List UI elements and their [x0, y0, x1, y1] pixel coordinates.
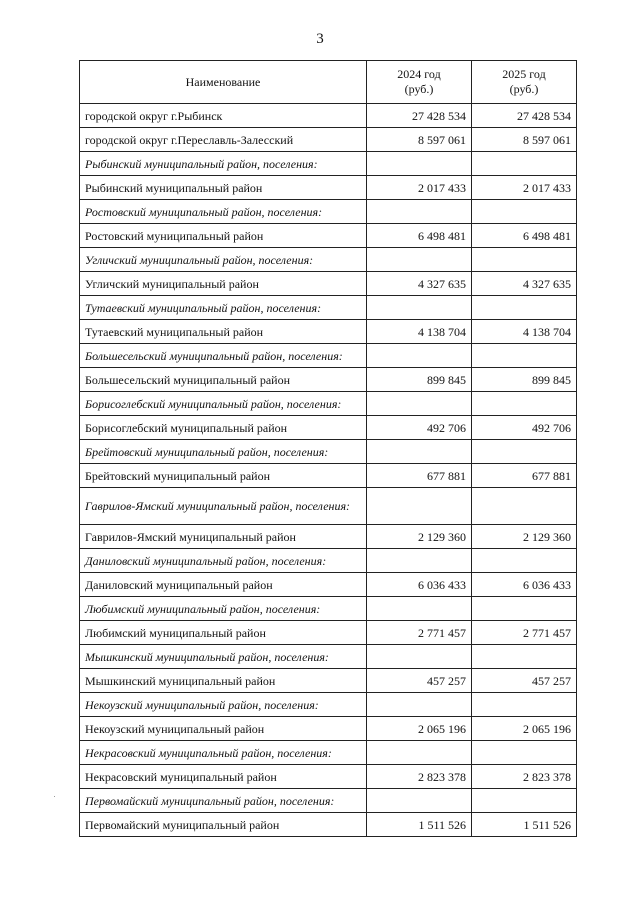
table-row — [80, 224, 577, 248]
table-row — [80, 813, 577, 837]
row-name: Большесельский муниципальный район, поселения: — [80, 344, 367, 368]
row-value-2024: 6 036 433 — [367, 573, 472, 597]
row-value-2024: 8 597 061 — [367, 128, 472, 152]
header-2025-unit: (руб.) — [509, 82, 539, 96]
table-row-group-header — [80, 789, 577, 813]
row-name: Брейтовский муниципальный район, поселения: — [80, 440, 367, 464]
row-value-2024: 2 065 196 — [367, 717, 472, 741]
header-row — [80, 61, 577, 104]
row-name: Даниловский муниципальный район — [80, 573, 367, 597]
row-value-2024: 1 511 526 — [367, 813, 472, 837]
row-value-2024 — [367, 488, 472, 525]
row-value-2025 — [472, 741, 577, 765]
row-value-2024 — [367, 248, 472, 272]
table-row — [80, 176, 577, 200]
table-row-group-header — [80, 440, 577, 464]
table-row-group-header — [80, 741, 577, 765]
table-row — [80, 669, 577, 693]
row-value-2024 — [367, 344, 472, 368]
row-value-2025: 8 597 061 — [472, 128, 577, 152]
row-value-2024 — [367, 789, 472, 813]
table-header — [80, 61, 577, 104]
row-value-2024: 677 881 — [367, 464, 472, 488]
row-value-2025 — [472, 344, 577, 368]
row-value-2025: 2 771 457 — [472, 621, 577, 645]
row-name: Ростовский муниципальный район, поселения: — [80, 200, 367, 224]
row-value-2025: 457 257 — [472, 669, 577, 693]
row-value-2024 — [367, 440, 472, 464]
table-row-group-header — [80, 248, 577, 272]
row-name: Первомайский муниципальный район — [80, 813, 367, 837]
row-name: Мышкинский муниципальный район, поселения: — [80, 645, 367, 669]
table-row — [80, 320, 577, 344]
table-row — [80, 464, 577, 488]
row-value-2024: 2 129 360 — [367, 525, 472, 549]
table-row-group-header — [80, 296, 577, 320]
row-name: Угличский муниципальный район — [80, 272, 367, 296]
row-name: Даниловский муниципальный район, поселения: — [80, 549, 367, 573]
row-value-2024: 2 771 457 — [367, 621, 472, 645]
row-value-2025 — [472, 645, 577, 669]
header-2024 — [367, 61, 472, 104]
row-value-2025: 4 327 635 — [472, 272, 577, 296]
row-value-2025: 6 498 481 — [472, 224, 577, 248]
table-row-group-header — [80, 392, 577, 416]
row-name: Борисоглебский муниципальный район — [80, 416, 367, 440]
row-value-2024 — [367, 549, 472, 573]
row-value-2025 — [472, 296, 577, 320]
row-value-2025 — [472, 549, 577, 573]
table-row — [80, 765, 577, 789]
row-value-2024: 492 706 — [367, 416, 472, 440]
row-name: Тутаевский муниципальный район — [80, 320, 367, 344]
row-name: Рыбинский муниципальный район — [80, 176, 367, 200]
row-value-2024 — [367, 693, 472, 717]
row-value-2025: 677 881 — [472, 464, 577, 488]
row-value-2025: 1 511 526 — [472, 813, 577, 837]
row-name: Рыбинский муниципальный район, поселения: — [80, 152, 367, 176]
row-value-2025 — [472, 789, 577, 813]
row-name: Тутаевский муниципальный район, поселения: — [80, 296, 367, 320]
row-name: Борисоглебский муниципальный район, поселения: — [80, 392, 367, 416]
row-name: городской округ г.Переславль-Залесский — [80, 128, 367, 152]
table-row-group-header — [80, 597, 577, 621]
row-value-2024 — [367, 392, 472, 416]
header-2025 — [472, 61, 577, 104]
row-name: Угличский муниципальный район, поселения: — [80, 248, 367, 272]
row-value-2025: 4 138 704 — [472, 320, 577, 344]
row-value-2025: 6 036 433 — [472, 573, 577, 597]
row-value-2025 — [472, 152, 577, 176]
page-number: 3 — [316, 31, 324, 47]
row-name: Брейтовский муниципальный район — [80, 464, 367, 488]
row-name: городской округ г.Рыбинск — [80, 104, 367, 128]
row-value-2024 — [367, 152, 472, 176]
header-name: Наименование — [80, 61, 367, 104]
row-value-2025: 2 017 433 — [472, 176, 577, 200]
row-value-2025 — [472, 392, 577, 416]
row-value-2024: 2 017 433 — [367, 176, 472, 200]
row-value-2025 — [472, 440, 577, 464]
table-row-group-header — [80, 693, 577, 717]
table-body — [80, 104, 577, 837]
table-row — [80, 272, 577, 296]
row-value-2024 — [367, 296, 472, 320]
table-row — [80, 104, 577, 128]
row-value-2025: 27 428 534 — [472, 104, 577, 128]
row-value-2024: 27 428 534 — [367, 104, 472, 128]
table-row-group-header — [80, 549, 577, 573]
row-name: Гаврилов-Ямский муниципальный район — [80, 525, 367, 549]
table-row — [80, 416, 577, 440]
table-row — [80, 621, 577, 645]
table-row-group-header — [80, 152, 577, 176]
budget-table — [79, 60, 577, 837]
row-value-2025: 2 065 196 — [472, 717, 577, 741]
header-2024-unit: (руб.) — [404, 82, 434, 96]
row-value-2024: 4 327 635 — [367, 272, 472, 296]
row-name: Некрасовский муниципальный район — [80, 765, 367, 789]
row-value-2024: 457 257 — [367, 669, 472, 693]
row-value-2024 — [367, 597, 472, 621]
row-value-2025 — [472, 248, 577, 272]
row-value-2025 — [472, 693, 577, 717]
row-value-2025: 2 823 378 — [472, 765, 577, 789]
table-row-group-header — [80, 344, 577, 368]
row-value-2024 — [367, 741, 472, 765]
row-name: Любимский муниципальный район, поселения: — [80, 597, 367, 621]
header-2025-year: 2025 год — [502, 67, 546, 81]
header-2024-year: 2024 год — [397, 67, 441, 81]
table-row-group-header — [80, 200, 577, 224]
row-value-2025: 899 845 — [472, 368, 577, 392]
margin-mark — [54, 796, 55, 797]
table-row — [80, 717, 577, 741]
row-name: Большесельский муниципальный район — [80, 368, 367, 392]
table-row-group-header — [80, 645, 577, 669]
row-name: Некрасовский муниципальный район, поселения: — [80, 741, 367, 765]
row-name: Некоузский муниципальный район — [80, 717, 367, 741]
table-row — [80, 128, 577, 152]
row-value-2024: 899 845 — [367, 368, 472, 392]
row-name: Любимский муниципальный район — [80, 621, 367, 645]
row-name: Ростовский муниципальный район — [80, 224, 367, 248]
row-name: Некоузский муниципальный район, поселения: — [80, 693, 367, 717]
row-value-2024: 2 823 378 — [367, 765, 472, 789]
row-value-2024 — [367, 645, 472, 669]
row-name: Первомайский муниципальный район, поселения: — [80, 789, 367, 813]
table-row-group-header — [80, 488, 577, 525]
row-value-2025 — [472, 597, 577, 621]
row-value-2024: 6 498 481 — [367, 224, 472, 248]
table-row — [80, 573, 577, 597]
row-value-2024: 4 138 704 — [367, 320, 472, 344]
table-row — [80, 368, 577, 392]
row-value-2025 — [472, 488, 577, 525]
row-value-2025: 2 129 360 — [472, 525, 577, 549]
table-row — [80, 525, 577, 549]
row-value-2024 — [367, 200, 472, 224]
row-value-2025: 492 706 — [472, 416, 577, 440]
row-value-2025 — [472, 200, 577, 224]
row-name: Гаврилов-Ямский муниципальный район, поселения: — [80, 488, 367, 525]
row-name: Мышкинский муниципальный район — [80, 669, 367, 693]
